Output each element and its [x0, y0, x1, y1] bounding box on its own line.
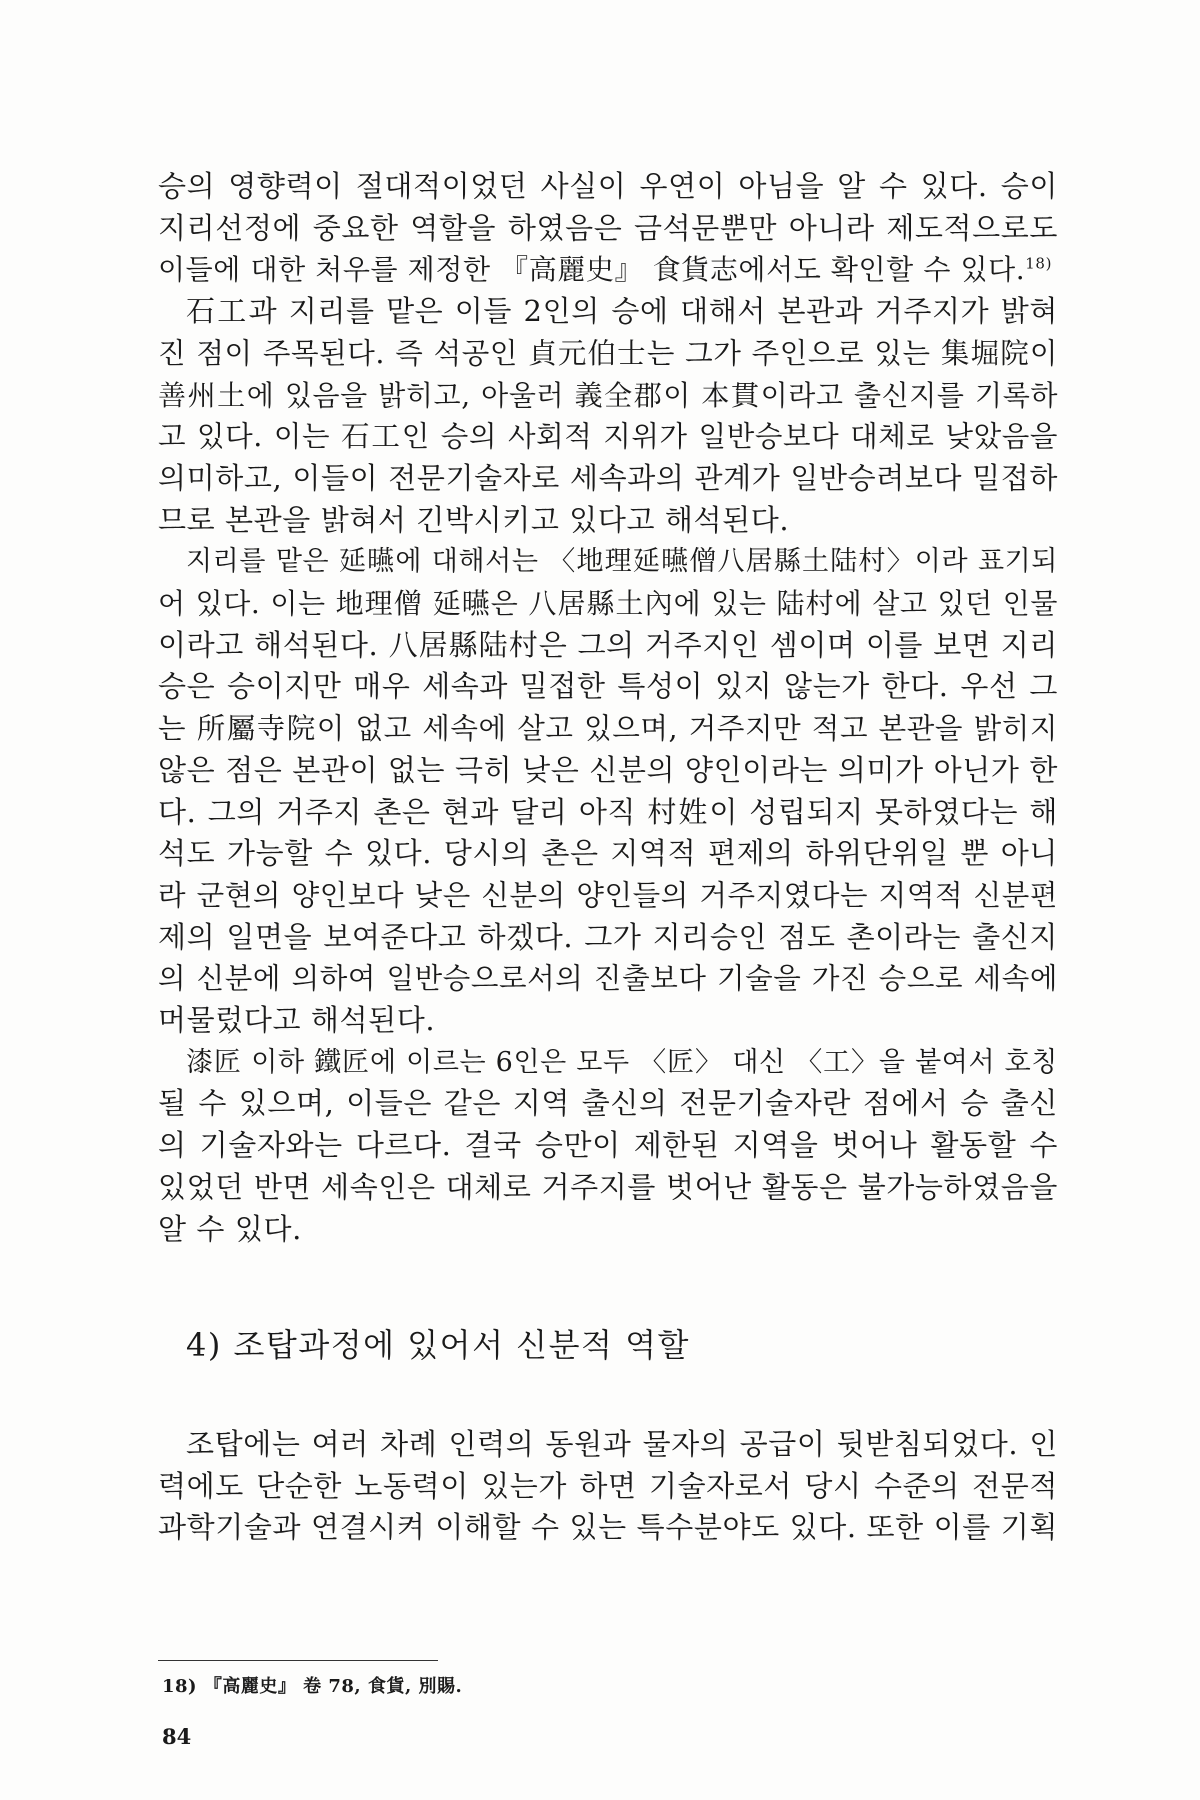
- text-line: 과학기술과 연결시켜 이해할 수 있는 특수분야도 있다. 또한 이를 기획: [158, 1510, 1058, 1545]
- text-line-content: 이들에 대한 처우를 제정한 『高麗史』 食貨志에서도 확인할 수 있다.: [158, 253, 1026, 287]
- paragraph-4: [158, 1042, 1058, 1251]
- text-line: 이라고 해석된다. 八居縣陆村은 그의 거주지인 셈이며 이를 보면 지리: [158, 627, 1058, 662]
- text-line: 는 所屬寺院이 없고 세속에 살고 있으며, 거주지만 적고 본관을 밝히지: [158, 712, 1058, 746]
- text-line: 므로 본관을 밝혀서 긴박시키고 있다고 해석된다.: [158, 502, 790, 537]
- text-line: 조탑에는 여러 차례 인력의 동원과 물자의 공급이 뒷받침되었다. 인: [186, 1427, 1058, 1461]
- text-line: 의 기술자와는 다르다. 결국 승만이 제한된 지역을 벗어나 활동할 수: [158, 1128, 1058, 1163]
- text-line: 다. 그의 거주지 촌은 현과 달리 아직 村姓이 성립되지 못하였다는 해: [158, 794, 1058, 829]
- text-line: 라 군현의 양인보다 낮은 신분의 양인들의 거주지였다는 지역적 신분편: [158, 878, 1058, 912]
- text-line: 승의 영향력이 절대적이었던 사실이 우연이 아님을 알 수 있다. 승이: [158, 169, 1058, 203]
- text-line: 지리를 맡은 延曣에 대해서는 〈地理延曣僧八居縣土陆村〉이라 표기되: [186, 546, 1058, 578]
- text-line: 어 있다. 이는 地理僧 延曣은 八居縣土內에 있는 陆村에 살고 있던 인물: [158, 587, 1058, 621]
- footnote-divider: [158, 1660, 438, 1661]
- text-line: 진 점이 주목된다. 즉 석공인 貞元伯士는 그가 주인으로 있는 集堀院이: [158, 336, 1058, 370]
- text-line: 머물렀다고 해석된다.: [158, 1003, 436, 1038]
- page-number: 84: [162, 1724, 192, 1749]
- text-line: 의 신분에 의하여 일반승으로서의 진출보다 기술을 가진 승으로 세속에: [158, 962, 1058, 996]
- text-line: 있었던 반면 세속인은 대체로 거주지를 벗어난 활동은 불가능하였음을: [158, 1169, 1058, 1204]
- text-line: [158, 249, 1058, 291]
- footnote-reference[interactable]: 18): [1025, 255, 1053, 274]
- text-line: 고 있다. 이는 石工인 승의 사회적 지위가 일반승보다 대체로 낮았음을: [158, 420, 1058, 454]
- text-line: 알 수 있다.: [158, 1211, 302, 1246]
- text-line: 않은 점은 본관이 없는 극히 낮은 신분의 양인이라는 의미가 아닌가 한: [158, 752, 1058, 787]
- text-line: 석도 가능할 수 있다. 당시의 촌은 지역적 편제의 하위단위일 뿐 아니: [158, 836, 1058, 871]
- text-line: 승은 승이지만 매우 세속과 밀접한 특성이 있지 않는가 한다. 우선 그: [158, 669, 1058, 704]
- paragraph-2: [158, 291, 1058, 541]
- text-line: 漆匠 이하 鐵匠에 이르는 6인은 모두 〈匠〉 대신 〈工〉을 붙여서 호칭: [186, 1046, 1058, 1078]
- section-paragraph-1: [158, 1424, 1058, 1549]
- paragraph-1: [158, 166, 1058, 291]
- text-line: 될 수 있으며, 이들은 같은 지역 출신의 전문기술자란 점에서 승 출신: [158, 1086, 1058, 1121]
- body-text: [158, 166, 1058, 1250]
- text-line: 善州土에 있음을 밝히고, 아울러 義全郡이 本貫이라고 출신지를 기록하: [158, 378, 1058, 412]
- text-line: 의미하고, 이들이 전문기술자로 세속과의 관계가 일반승려보다 밀접하: [158, 460, 1058, 495]
- footnote: 18) 『高麗史』 卷 78, 食貨, 別賜.: [162, 1676, 463, 1697]
- text-line: 石工과 지리를 맡은 이들 2인의 승에 대해서 본관과 거주지가 밝혀: [186, 294, 1058, 329]
- section-body-text: [158, 1424, 1058, 1549]
- text-line: 력에도 단순한 노동력이 있는가 하면 기술자로서 당시 수준의 전문적: [158, 1468, 1058, 1503]
- section-heading: 4) 조탑과정에 있어서 신분적 역할: [186, 1326, 690, 1364]
- text-line: 제의 일면을 보여준다고 하겠다. 그가 지리승인 점도 촌이라는 출신지: [158, 919, 1058, 954]
- paragraph-3: [158, 541, 1058, 1041]
- text-line: 지리선정에 중요한 역할을 하였음은 금석문뿐만 아니라 제도적으로도: [158, 210, 1058, 245]
